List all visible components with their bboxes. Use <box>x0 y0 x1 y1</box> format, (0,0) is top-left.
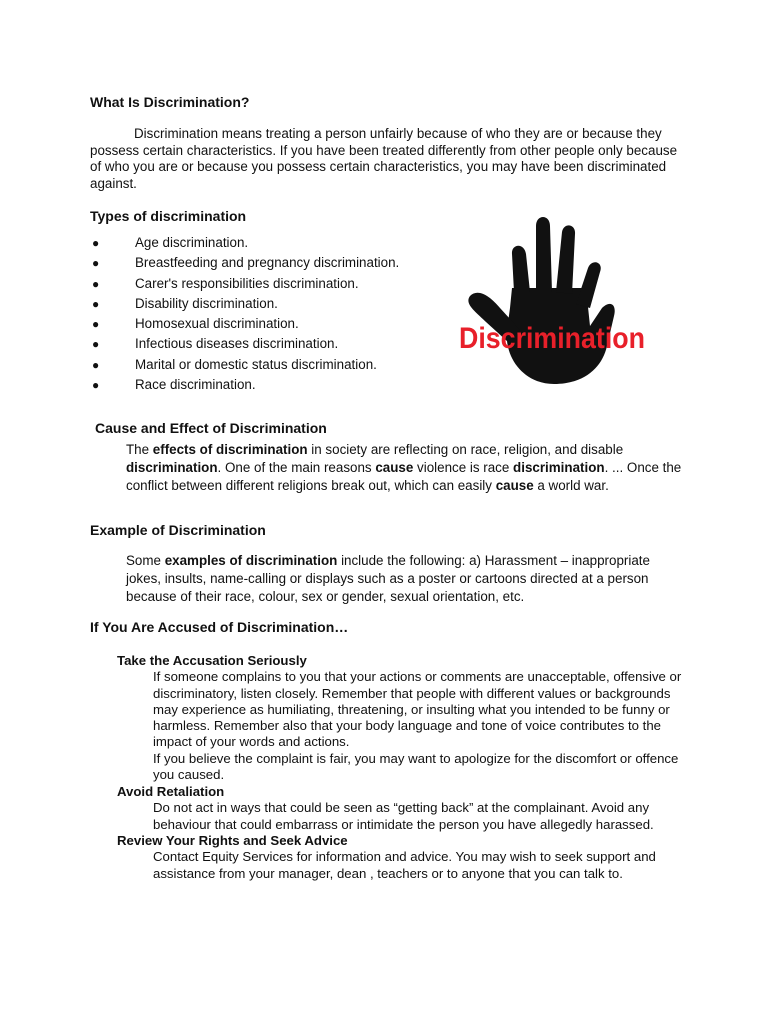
example-paragraph: Some examples of discrimination include the following: a) Harassment – inappropriate jokes, insults, name-calling or displays such as a poster or cartoons directed at a person because of their race, colour, sex or gender, sexual orientation, etc. <box>126 553 650 604</box>
section-title: Take the Accusation Seriously <box>117 653 307 668</box>
list-item <box>90 254 399 274</box>
cause-paragraph: The effects of discrimination in society are reflecting on race, religion, and disable discrimination. One of the main reasons cause violence is race discrimination. ... Once the conflict between different religions break out, which can easily cause a world war. <box>126 442 682 493</box>
discrimination-graphic <box>452 208 652 390</box>
bullet-icon: ● <box>92 296 100 311</box>
bullet-icon: ● <box>92 337 100 352</box>
list-item-text: Homosexual discrimination. <box>135 316 299 332</box>
intro-paragraph <box>90 126 680 192</box>
types-list <box>90 234 399 396</box>
example-heading: Example of Discrimination <box>90 522 266 538</box>
graphic-label <box>456 318 648 355</box>
section-text: If you believe the complaint is fair, you may want to apologize for the discomfort or offence you caused. <box>153 750 679 783</box>
accused-heading: If You Are Accused of Discrimination… <box>90 619 349 635</box>
list-item <box>90 376 399 396</box>
list-item <box>90 275 399 295</box>
intro-text: Discrimination means treating a person unfairly because of who they are or because they possess certain characteristics. If you have been treated differently from other people only because of who you are or because you possess certain characteristics, you may have been discriminated against. <box>90 126 678 191</box>
list-item <box>90 335 399 355</box>
list-item-text: Disability discrimination. <box>135 295 278 311</box>
list-item <box>90 295 399 315</box>
list-item <box>90 234 399 254</box>
cause-heading: Cause and Effect of Discrimination <box>95 420 327 436</box>
section-text: Contact Equity Services for information and advice. You may wish to seek support and assistance from your manager, dean , teachers or to anyone that you can talk to. <box>153 849 656 881</box>
section-text: Do not act in ways that could be seen as “getting back” at the complainant. Avoid any behaviour that could embarrass or intimidate the person you have allegedly harassed. <box>153 800 654 832</box>
section-text: If someone complains to you that your actions or comments are unacceptable, offensive or discriminatory, listen closely. Remember that people with different values or backgrounds may experience as humiliating, threatening, or insulting what you intended to be funny or harmless. Remember also that your body language and tone of voice contributes to the impact of your words and actions. <box>153 669 682 750</box>
bullet-icon: ● <box>92 357 100 372</box>
section-avoid-retaliation <box>117 784 697 833</box>
list-item-text: Infectious diseases discrimination. <box>135 336 339 352</box>
list-item-text: Race discrimination. <box>135 377 256 393</box>
hand-icon <box>468 217 614 384</box>
list-item-text: Carer's responsibilities discrimination. <box>135 275 359 291</box>
bullet-icon: ● <box>92 317 100 332</box>
list-item-text: Breastfeeding and pregnancy discrimination. <box>135 255 400 271</box>
section-take-accusation <box>117 653 697 783</box>
bullet-icon: ● <box>92 236 100 250</box>
list-item <box>90 315 399 335</box>
section-title: Review Your Rights and Seek Advice <box>117 833 348 848</box>
section-review-rights <box>117 833 697 882</box>
list-item <box>90 356 399 376</box>
bullet-icon: ● <box>92 378 100 393</box>
types-heading: Types of discrimination <box>90 208 247 224</box>
list-item-text: Age discrimination. <box>135 235 249 250</box>
bullet-icon: ● <box>92 256 100 271</box>
section-title: Avoid Retaliation <box>117 784 225 799</box>
bullet-icon: ● <box>92 276 100 291</box>
list-item-text: Marital or domestic status discrimination. <box>135 356 377 372</box>
page-title: What Is Discrimination? <box>90 94 250 110</box>
graphic-label-text: Discrimination <box>459 322 645 355</box>
